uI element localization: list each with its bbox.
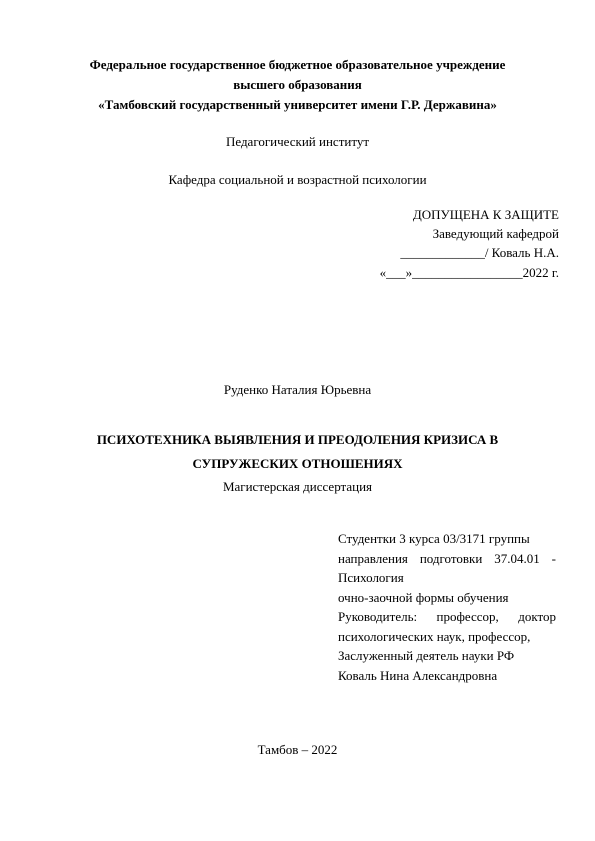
supervisor-title-line: Заслуженный деятель науки РФ bbox=[338, 648, 515, 663]
supervisor-word: профессор, bbox=[436, 609, 499, 624]
student-info-word: 37.04.01 bbox=[494, 550, 540, 566]
student-info-line: очно-заочной формы обучения bbox=[338, 589, 509, 605]
university-header-line-1: Федеральное государственное бюджетное образовательное учреждение bbox=[89, 57, 506, 72]
supervisor-name: Коваль Нина Александровна bbox=[338, 667, 498, 683]
student-info-line: Психология bbox=[338, 570, 404, 585]
university-header-line-2: высшего образования bbox=[233, 77, 362, 92]
thesis-title-line-1: ПСИХОТЕХНИКА ВЫЯВЛЕНИЯ И ПРЕОДОЛЕНИЯ КРИЗИСА В bbox=[96, 432, 499, 447]
university-name: «Тамбовский государственный университет имени Г.Р. Державина» bbox=[98, 97, 497, 112]
supervisor-word: Руководитель: bbox=[338, 609, 418, 624]
approval-position: Заведующий кафедрой bbox=[432, 226, 559, 241]
supervisor-line bbox=[338, 607, 556, 627]
student-info-word: направления bbox=[338, 550, 408, 566]
approval-title: ДОПУЩЕНА К ЗАЩИТЕ bbox=[412, 207, 559, 222]
approval-date-line: «___»_________________2022 г. bbox=[379, 265, 559, 280]
supervisor-degree-line: психологических наук, профессор, bbox=[338, 628, 531, 644]
department-name: Кафедра социальной и возрастной психологии bbox=[168, 172, 427, 187]
thesis-type: Магистерская диссертация bbox=[222, 479, 373, 494]
institute-name: Педагогический институт bbox=[225, 134, 370, 149]
thesis-title-line-2: СУПРУЖЕСКИХ ОТНОШЕНИЯХ bbox=[192, 456, 403, 471]
student-info-direction-line bbox=[338, 549, 556, 569]
student-info-block bbox=[338, 529, 556, 685]
student-info-word: подготовки bbox=[419, 550, 483, 566]
supervisor-word: доктор bbox=[518, 609, 556, 624]
student-info-line: Студентки 3 курса 03/3171 группы bbox=[338, 531, 530, 546]
student-info-word: - bbox=[551, 550, 556, 566]
city-year: Тамбов – 2022 bbox=[257, 742, 338, 757]
author-name: Руденко Наталия Юрьевна bbox=[223, 382, 372, 397]
approval-signature-line: _____________/ Коваль Н.А. bbox=[400, 245, 559, 260]
